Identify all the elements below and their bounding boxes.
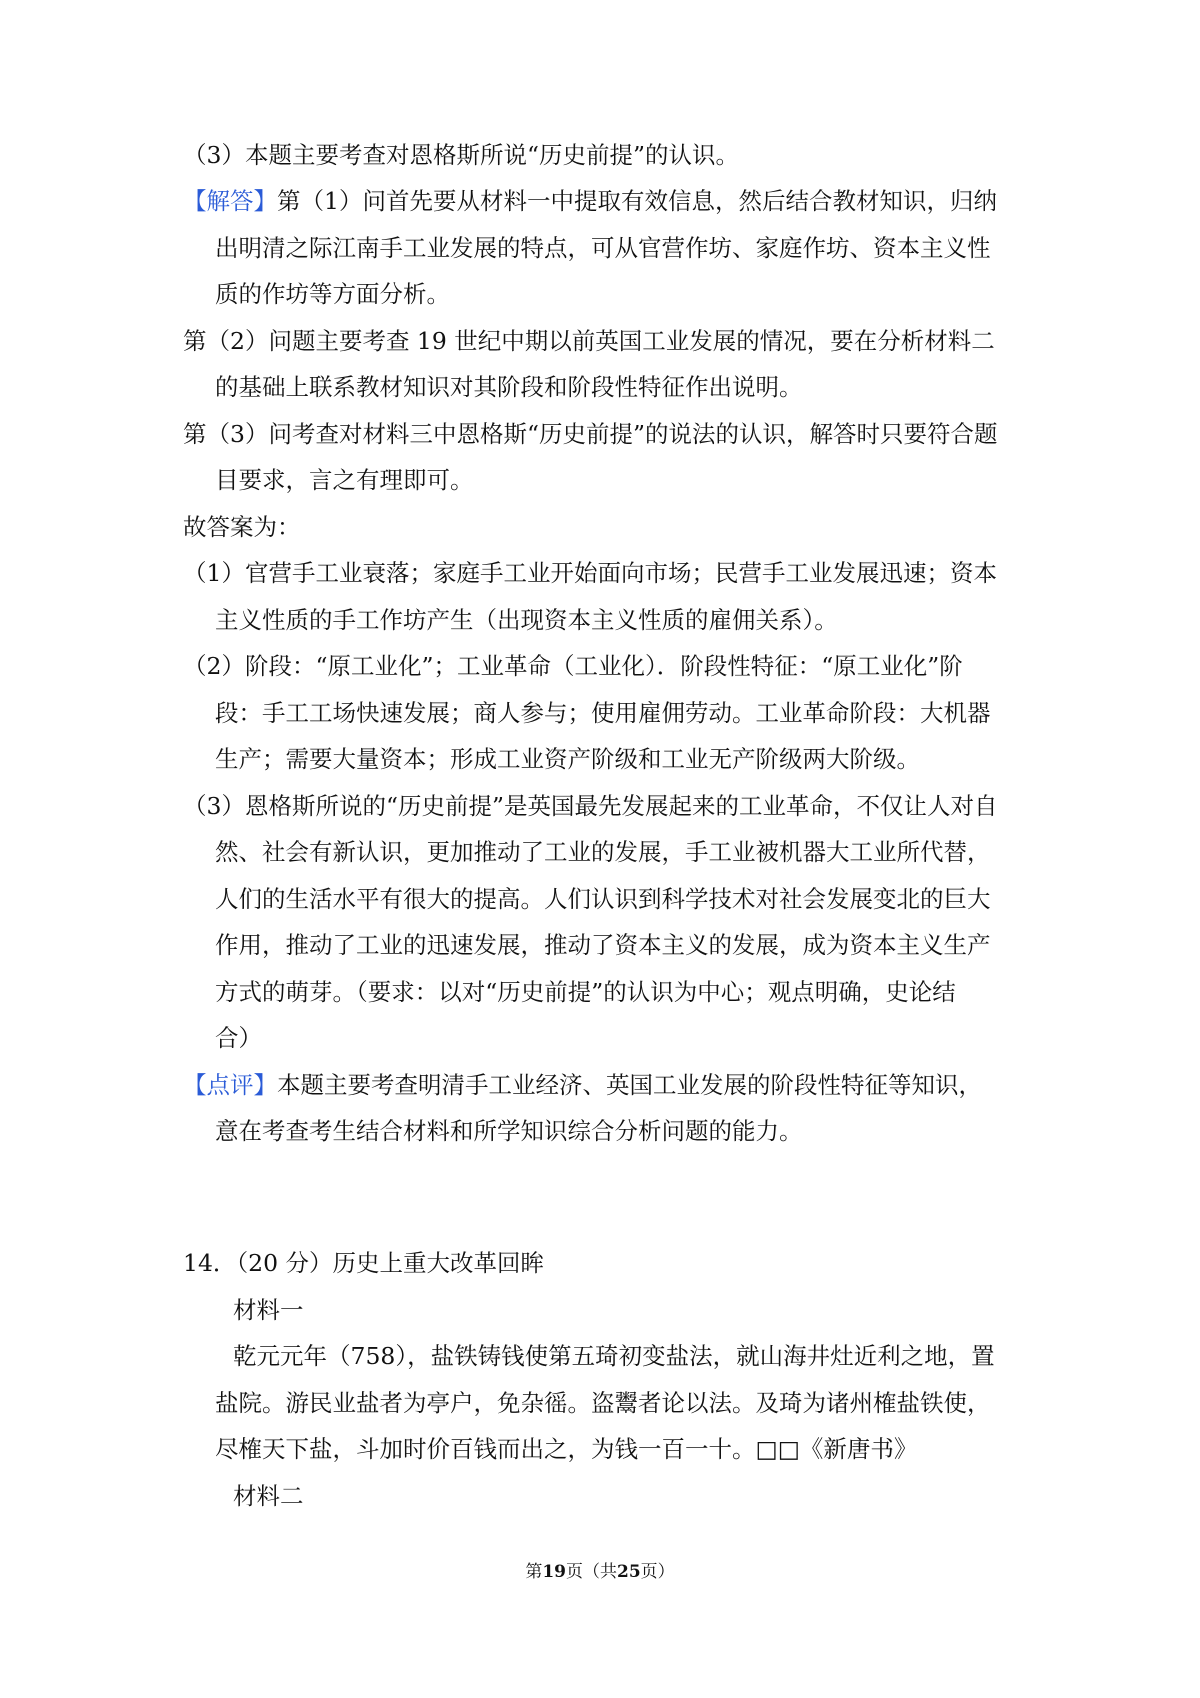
comment-tag: 【点评】 [183, 1070, 277, 1099]
text-line: 人们的生活水平有很大的提高。人们认识到科学技术对社会发展变北的巨大 [215, 884, 991, 913]
text-line: 生产；需要大量资本；形成工业资产阶级和工业无产阶级两大阶级。 [215, 745, 920, 773]
text-line: 尽榷天下盐，斗加时价百钱而出之，为钱一百一十。□□《新唐书》 [215, 1435, 918, 1463]
footer-middle: 页（共 [566, 1562, 617, 1582]
material-1-label: 材料一 [233, 1295, 304, 1324]
text-line: 乾元元年（758），盐铁铸钱使第五琦初变盐法，就山海井灶近利之地，置 [233, 1342, 995, 1370]
question-title: 14．（20 分）历史上重大改革回眸 [183, 1249, 545, 1277]
text-line: （3）本题主要考查对恩格斯所说“历史前提”的认识。 [183, 141, 739, 169]
material-2-label: 材料二 [233, 1481, 304, 1510]
question-14 [183, 1240, 1025, 1519]
text-line: （3）恩格斯所说的“历史前提”是英国最先发展起来的工业革命，不仅让人对自 [183, 791, 998, 820]
text-line: （1）官营手工业衰落；家庭手工业开始面向市场；民营手工业发展迅速；资本 [183, 559, 997, 587]
text-line: 第（2）问题主要考查 19 世纪中期以前英国工业发展的情况，要在分析材料二 [183, 326, 995, 355]
total-page-number: 25 [617, 1562, 641, 1582]
current-page-number: 19 [542, 1562, 566, 1582]
comment-first-line: 本题主要考查明清手工业经济、英国工业发展的阶段性特征等知识， [277, 1070, 982, 1099]
text-line: 第（3）问考查对材料三中恩格斯“历史前提”的说法的认识，解答时只要符合题 [183, 419, 998, 448]
text-line: 作用，推动了工业的迅速发展，推动了资本主义的发展，成为资本主义生产 [215, 931, 991, 959]
answer-first-line: 第（1）问首先要从材料一中提取有效信息，然后结合教材知识，归纳 [277, 187, 997, 215]
analysis-point-3 [183, 132, 1025, 179]
text-line: 方式的萌芽。（要求：以对“历史前提”的认识为中心；观点明确，史论结 [215, 977, 956, 1006]
text-line: （2）阶段：“原工业化”；工业革命（工业化）．阶段性特征：“原工业化”阶 [183, 652, 963, 680]
text-line: 主义性质的手工作坊产生（出现资本主义性质的雇佣关系）。 [215, 605, 838, 634]
text-line: 意在考查考生结合材料和所学知识综合分析问题的能力。 [215, 1117, 803, 1145]
text-line [183, 1062, 1025, 1109]
so-answer-label: 故答案为： [183, 512, 301, 541]
footer-prefix: 第 [525, 1562, 543, 1582]
answer-section [183, 178, 1025, 1155]
footer-suffix: 页） [640, 1562, 675, 1582]
answer-tag: 【解答】 [183, 187, 277, 215]
text-line: 然、社会有新认识，更加推动了工业的发展，手工业被机器大工业所代替， [215, 838, 991, 866]
text-line: 目要求，言之有理即可。 [215, 466, 474, 494]
text-line: 的基础上联系教材知识对其阶段和阶段性特征作出说明。 [215, 373, 803, 401]
text-line [183, 178, 1025, 225]
text-line: 质的作坊等方面分析。 [215, 280, 450, 308]
text-line: 段：手工工场快速发展；商人参与；使用雇佣劳动。工业革命阶段：大机器 [215, 698, 991, 727]
page-footer [0, 1560, 1200, 1584]
text-line: 出明清之际江南手工业发展的特点，可从官营作坊、家庭作坊、资本主义性 [215, 233, 991, 262]
text-line: 合） [215, 1024, 262, 1052]
text-line: 盐院。游民业盐者为亭户，免杂徭。盗鬻者论以法。及琦为诸州榷盐铁使， [215, 1388, 991, 1417]
